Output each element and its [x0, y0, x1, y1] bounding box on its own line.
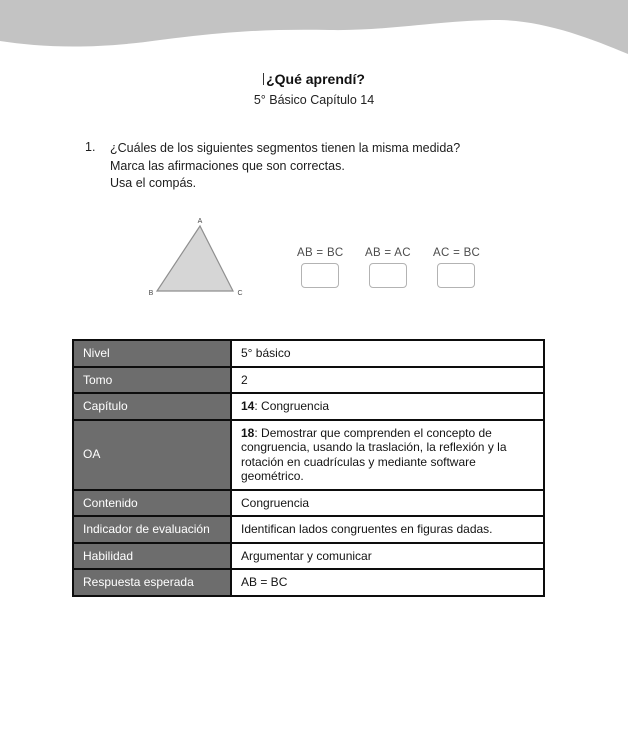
wave-shape	[0, 0, 628, 62]
answer-checkbox[interactable]	[369, 263, 407, 288]
table-value-cell: AB = BC	[231, 569, 544, 596]
vertex-label-b: B	[148, 290, 154, 297]
lesson-info-table	[72, 339, 545, 597]
value-text: : Congruencia	[254, 399, 330, 413]
page-title-text: ¿Qué aprendí?	[266, 71, 365, 87]
page-title	[263, 71, 365, 87]
table-row	[73, 543, 544, 570]
table-row	[73, 569, 544, 596]
table-row	[73, 367, 544, 394]
table-value-cell	[231, 393, 544, 420]
table-header-cell: Nivel	[73, 340, 231, 367]
vertex-label-a: A	[197, 218, 203, 225]
table-value-cell: 2	[231, 367, 544, 394]
table-value-cell: 5° básico	[231, 340, 544, 367]
question-line-3: Usa el compás.	[110, 176, 197, 190]
answer-checkbox[interactable]	[437, 263, 475, 288]
table-value-cell: Congruencia	[231, 490, 544, 517]
triangle-figure	[147, 218, 247, 302]
table-header-cell: Respuesta esperada	[73, 569, 231, 596]
question-1	[85, 140, 565, 193]
table-row	[73, 340, 544, 367]
figure-area	[0, 218, 628, 313]
value-text: : Demostrar que comprenden el concepto de congruencia, usando la traslación, la reflexión y la rotación en cuadrículas y mediante software geométrico.	[241, 425, 507, 483]
table-value-cell: Identifican lados congruentes en figuras dadas.	[231, 516, 544, 543]
table-header-cell: Contenido	[73, 490, 231, 517]
question-number: 1.	[85, 140, 96, 154]
triangle-shape	[157, 226, 233, 291]
value-number: 14	[241, 399, 255, 413]
option-label: AB = BC	[297, 247, 344, 259]
option-group-ab-bc	[297, 247, 357, 288]
table-header-cell: OA	[73, 420, 231, 490]
text-cursor-artifact	[263, 73, 264, 85]
value-number: 18	[241, 425, 255, 440]
table-row	[73, 420, 544, 490]
vertex-label-c: C	[237, 290, 243, 297]
table-value-cell: Argumentar y comunicar	[231, 543, 544, 570]
option-label: AC = BC	[433, 247, 481, 259]
title-block	[0, 71, 628, 107]
table-row	[73, 516, 544, 543]
table-header-cell: Indicador de evaluación	[73, 516, 231, 543]
header-wave-decoration	[0, 0, 628, 62]
option-group-ac-bc	[433, 247, 493, 288]
table-header-cell: Habilidad	[73, 543, 231, 570]
table-value-cell	[231, 420, 544, 490]
page-subtitle: 5° Básico Capítulo 14	[253, 93, 375, 107]
option-label: AB = AC	[365, 247, 411, 259]
question-text	[110, 140, 460, 193]
option-group-ab-ac	[365, 247, 425, 288]
question-line-1: ¿Cuáles de los siguientes segmentos tienen la misma medida?	[110, 141, 461, 155]
table-row	[73, 490, 544, 517]
table-header-cell: Capítulo	[73, 393, 231, 420]
table-header-cell: Tomo	[73, 367, 231, 394]
question-line-2: Marca las afirmaciones que son correctas.	[110, 158, 345, 173]
table-row	[73, 393, 544, 420]
answer-checkbox[interactable]	[301, 263, 339, 288]
